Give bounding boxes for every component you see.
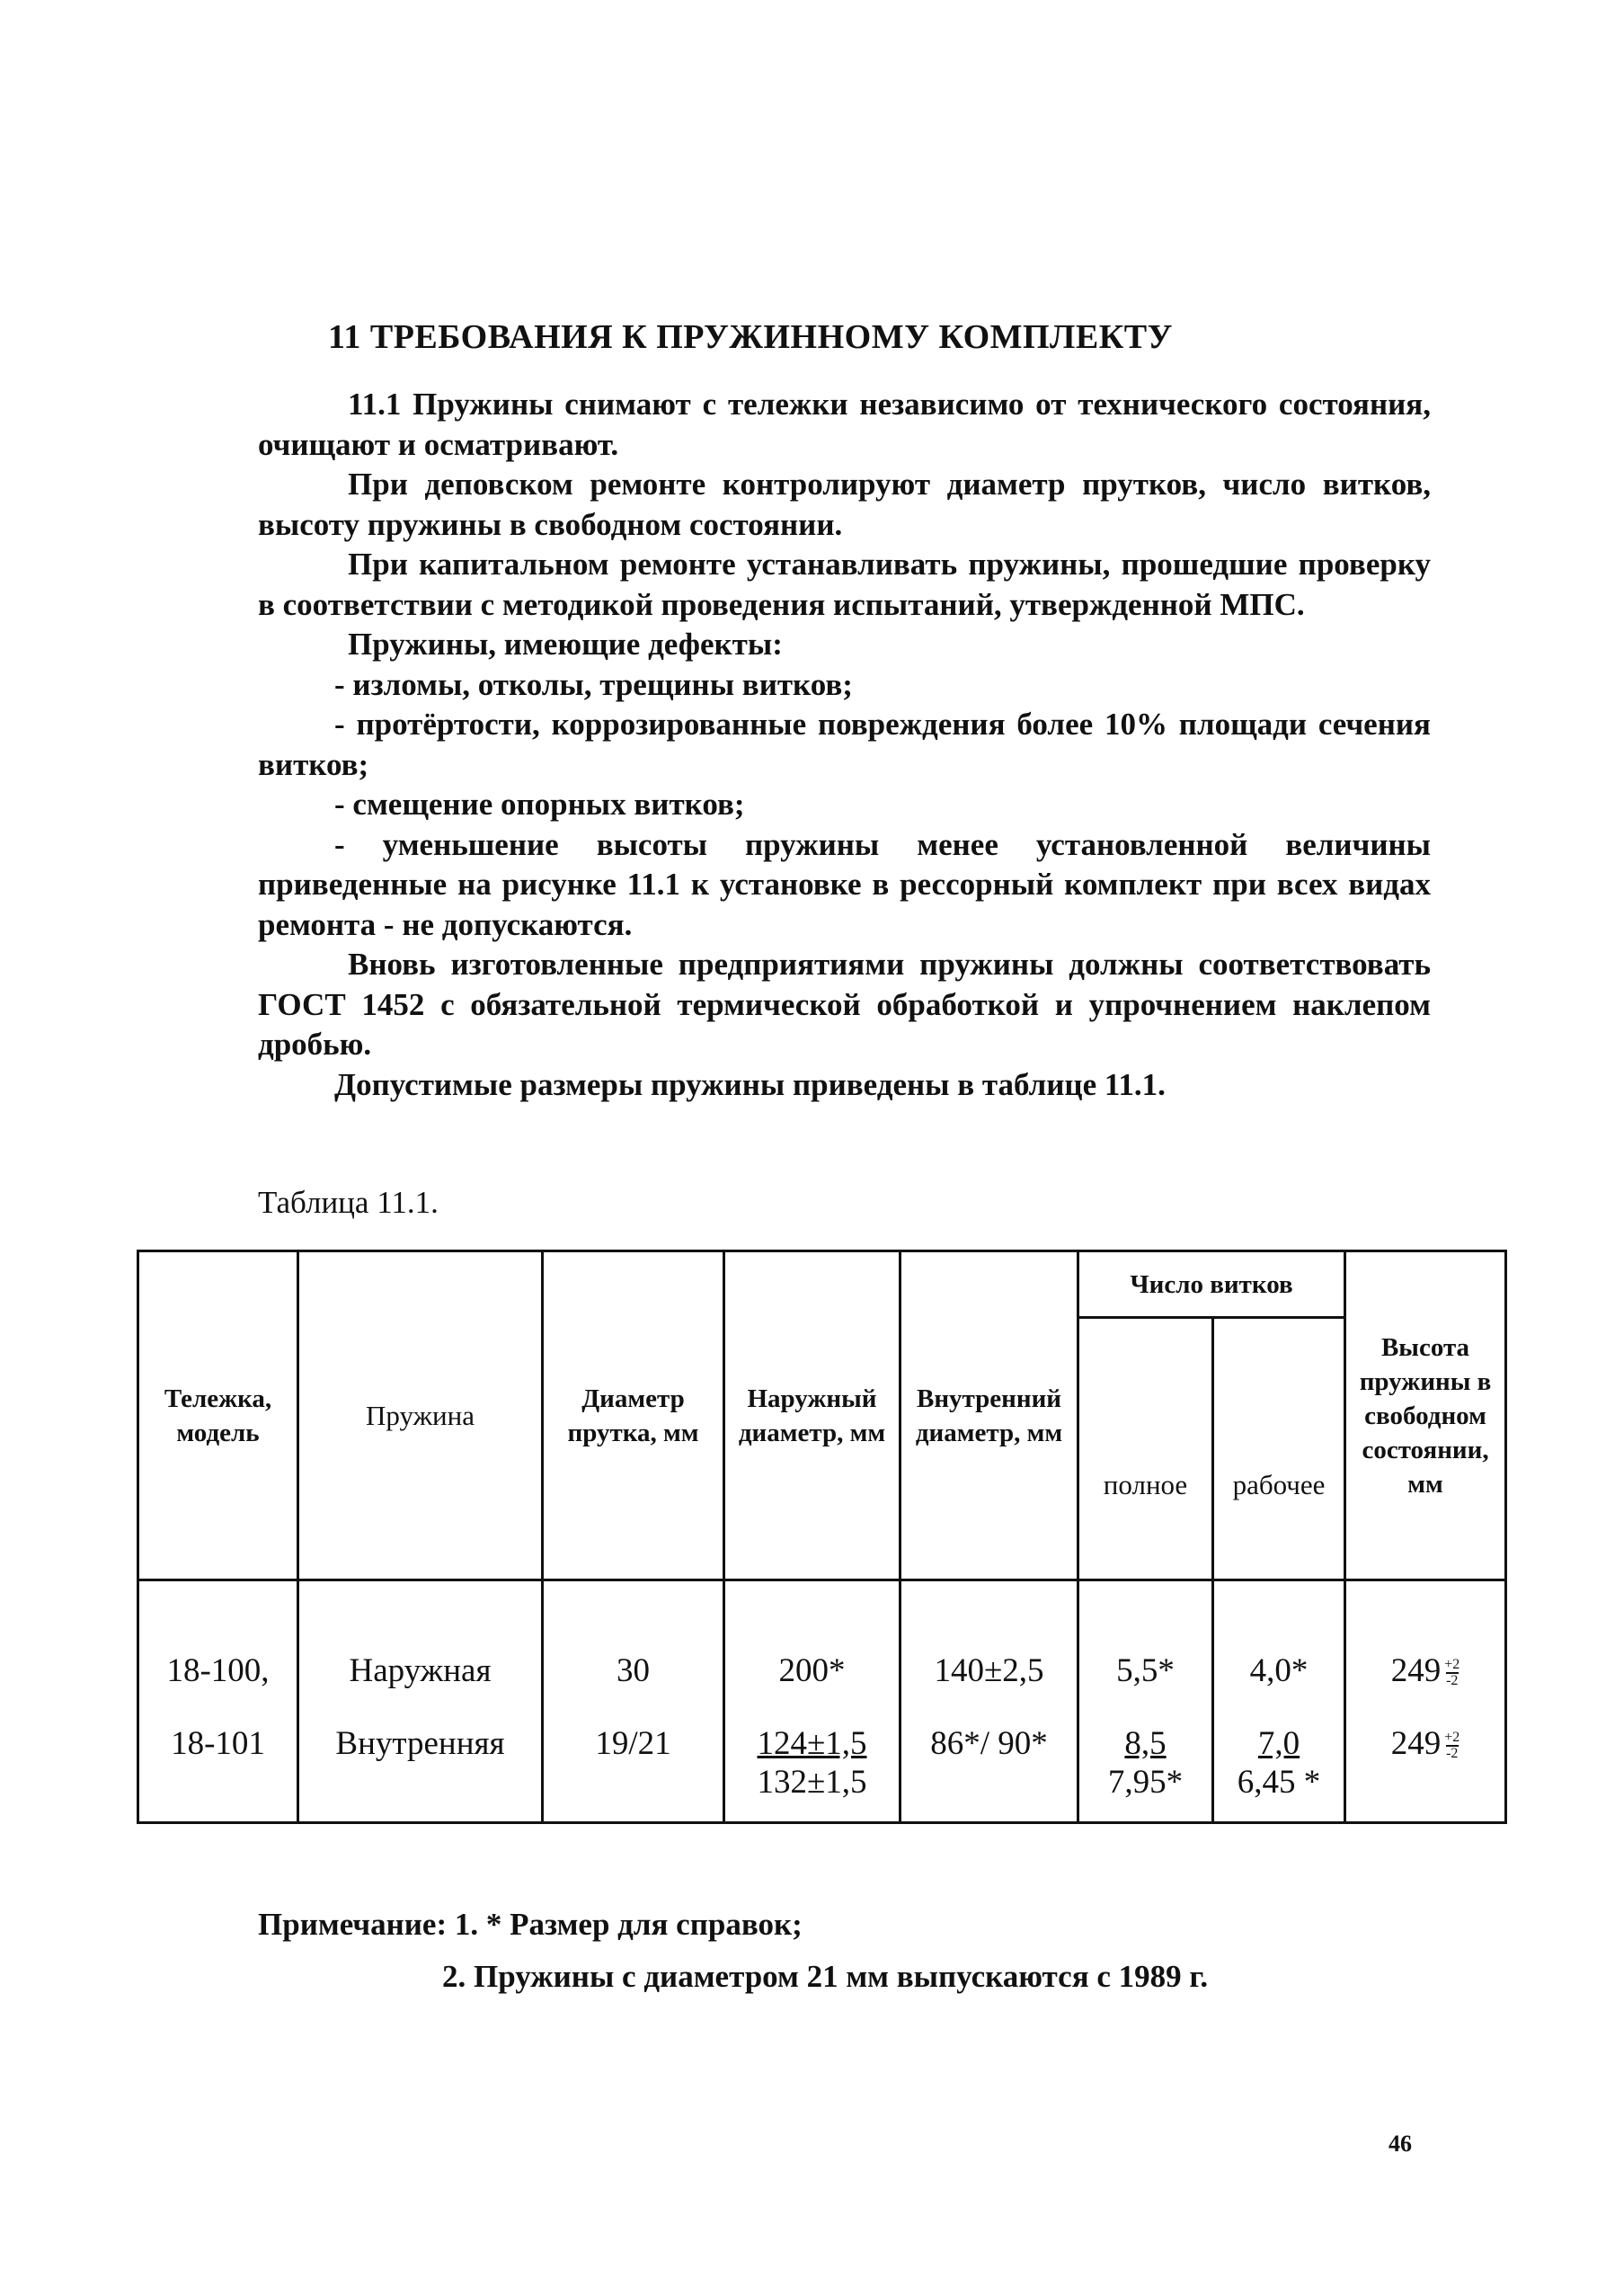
cell-coils-full — [1078, 1706, 1213, 1823]
header-coils-working: рабочее — [1213, 1318, 1345, 1580]
cell-bogie: 18-101 — [138, 1706, 298, 1823]
cell-outer-diameter — [724, 1580, 901, 1706]
coils-working-value: 7,0 — [1257, 1724, 1300, 1762]
header-spring: Пружина — [298, 1251, 543, 1580]
cell-inner-diameter: 86*/ 90* — [901, 1706, 1078, 1823]
cell-rod-diameter: 30 — [543, 1580, 724, 1706]
section-heading: 11 ТРЕБОВАНИЯ К ПРУЖИННОМУ КОМПЛЕКТУ — [327, 318, 1174, 356]
section-body — [258, 385, 1431, 1105]
header-bogie: Тележка, модель — [138, 1251, 298, 1580]
cell-spring: Наружная — [298, 1580, 543, 1706]
height-tolerance — [1444, 1659, 1459, 1687]
table-row — [138, 1580, 1506, 1706]
cell-rod-diameter: 19/21 — [543, 1706, 724, 1823]
header-coils-group: Число витков — [1078, 1251, 1345, 1318]
cell-coils-working — [1213, 1706, 1345, 1823]
note-line-1: Примечание: 1. * Размер для справок; — [258, 1907, 803, 1942]
defect-item-abrasion: - протёртости, коррозированные повреждения более 10% площади сечения витков; — [258, 707, 1431, 782]
note-line-2: 2. Пружины с диаметром 21 мм выпускаются с 1989 г. — [442, 1959, 1209, 1994]
cell-outer-diameter — [724, 1706, 901, 1823]
outer-diameter-value: 200* — [778, 1651, 846, 1689]
header-coils-full: полное — [1078, 1318, 1213, 1580]
defect-item-fractures: - изломы, отколы, трещины витков; — [334, 666, 853, 702]
paragraph-depot-repair: При деповском ремонте контролируют диаметр прутков, число витков, высоту пружины в свободном состоянии. — [258, 467, 1431, 542]
defect-item-height: - уменьшение высоты пружины менее установленной величины приведенные на рисунке 11.1 к установке в рессорный комплект при всех видах ремонта - не допускаются. — [258, 826, 1431, 942]
paragraph-defects-intro: Пружины, имеющие дефекты: — [348, 627, 783, 662]
header-row-1 — [138, 1251, 1506, 1318]
outer-diameter-value-2: 132±1,5 — [757, 1763, 867, 1801]
cell-coils-full — [1078, 1580, 1213, 1706]
defect-item-displacement: - смещение опорных витков; — [334, 787, 745, 822]
table-caption: Таблица 11.1. — [258, 1185, 439, 1220]
coils-working-value-2: 6,45 * — [1237, 1763, 1321, 1801]
free-height-value: 249 — [1390, 1651, 1442, 1689]
cell-free-height — [1345, 1580, 1506, 1706]
tolerance-upper: +2 — [1444, 1657, 1460, 1673]
cell-inner-diameter: 140±2,5 — [901, 1580, 1078, 1706]
table-notes — [258, 1899, 1426, 2003]
paragraph-table-ref: Допустимые размеры пружины приведены в таблице 11.1. — [334, 1066, 1166, 1102]
header-inner-diameter: Внутренний диаметр, мм — [901, 1251, 1078, 1580]
height-tolerance — [1444, 1731, 1459, 1760]
table-row — [138, 1706, 1506, 1823]
paragraph-new-springs: Вновь изготовленные предприятиями пружины должны соответствовать ГОСТ 1452 с обязательной термической обработкой и упрочнением наклепом дробью. — [258, 947, 1431, 1062]
cell-bogie: 18-100, — [138, 1580, 298, 1706]
tolerance-upper: +2 — [1444, 1730, 1460, 1746]
header-outer-diameter: Наружный диаметр, мм — [724, 1251, 901, 1580]
paragraph-11-1: 11.1 Пружины снимают с тележки независимо от технического состояния, очищают и осматривают. — [258, 387, 1431, 462]
coils-full-value: 5,5* — [1116, 1651, 1175, 1689]
cell-coils-working — [1213, 1580, 1345, 1706]
header-free-height: Высота пружины в свободном состоянии, мм — [1345, 1251, 1506, 1580]
coils-full-value: 8,5 — [1124, 1724, 1167, 1762]
coils-working-value: 4,0* — [1249, 1651, 1309, 1689]
cell-free-height — [1345, 1706, 1506, 1823]
coils-full-value-2: 7,95* — [1107, 1763, 1184, 1801]
header-rod-diameter: Диаметр прутка, мм — [543, 1251, 724, 1580]
tolerance-lower: -2 — [1446, 1746, 1459, 1762]
spring-dimensions-table — [137, 1250, 1507, 1824]
free-height-value: 249 — [1390, 1724, 1442, 1762]
cell-spring: Внутренняя — [298, 1706, 543, 1823]
tolerance-lower: -2 — [1446, 1673, 1459, 1689]
outer-diameter-value: 124±1,5 — [757, 1724, 867, 1762]
paragraph-capital-repair: При капитальном ремонте устанавливать пружины, прошедшие проверку в соответствии с методикой проведения испытаний, утвержденной МПС. — [258, 547, 1431, 622]
page-number: 46 — [1389, 2131, 1412, 2157]
